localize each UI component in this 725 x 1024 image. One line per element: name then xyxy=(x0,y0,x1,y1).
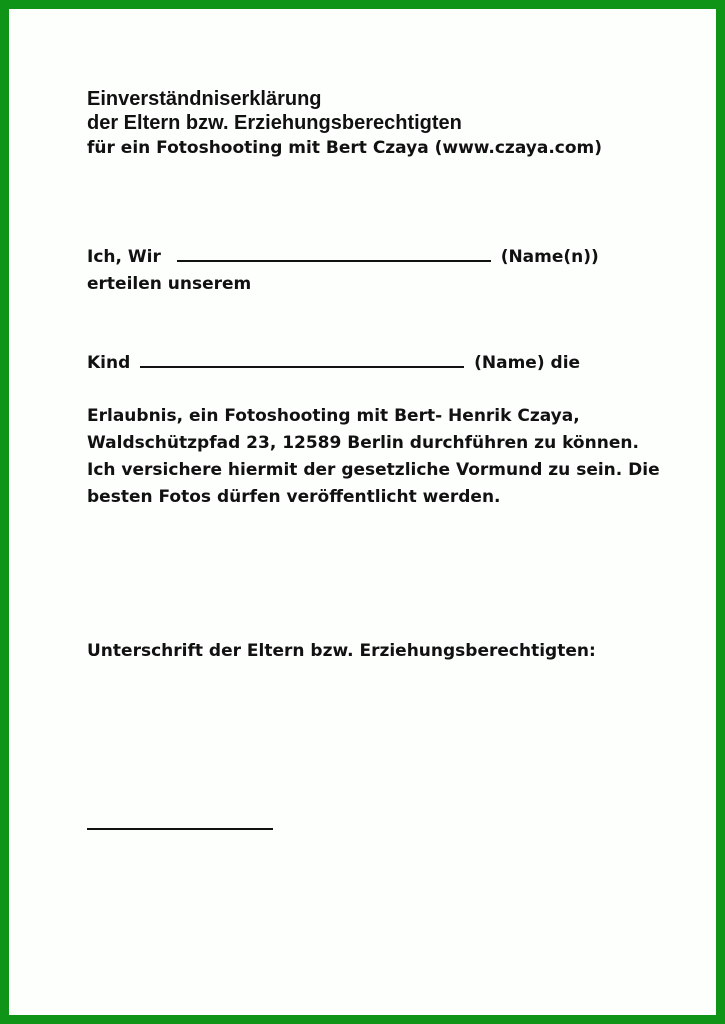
permission-line: Ich versichere hiermit der gesetzliche Vormund zu sein. Die xyxy=(87,460,660,480)
parents-name-blank[interactable] xyxy=(177,243,491,262)
permission-line: besten Fotos dürfen veröffentlicht werden. xyxy=(87,487,501,507)
permission-line: Erlaubnis, ein Fotoshooting mit Bert- Henrik Czaya, xyxy=(87,406,580,426)
parents-suffix: (Name(n)) xyxy=(500,247,599,267)
signature-line[interactable] xyxy=(87,828,273,830)
signature-label: Unterschrift der Eltern bzw. Erziehungsberechtigten: xyxy=(87,641,596,661)
child-name-blank[interactable] xyxy=(140,349,464,368)
child-prefix: Kind xyxy=(87,353,131,373)
permission-paragraph xyxy=(87,403,660,511)
parents-section xyxy=(87,243,599,298)
permission-line: Waldschützpfad 23, 12589 Berlin durchführen zu können. xyxy=(87,433,639,453)
form-title: Einverständniserklärung xyxy=(87,88,322,110)
parents-prefix: Ich, Wir xyxy=(87,247,161,267)
parents-name-line xyxy=(87,243,599,271)
parents-line-2: erteilen unserem xyxy=(87,274,252,294)
child-suffix: (Name) die xyxy=(474,353,581,373)
form-heading xyxy=(87,87,602,160)
form-title-line-2: der Eltern bzw. Erziehungsberechtigten xyxy=(87,112,462,134)
child-section xyxy=(87,349,580,377)
form-subtitle: für ein Fotoshooting mit Bert Czaya (www.czaya.com) xyxy=(87,138,603,158)
